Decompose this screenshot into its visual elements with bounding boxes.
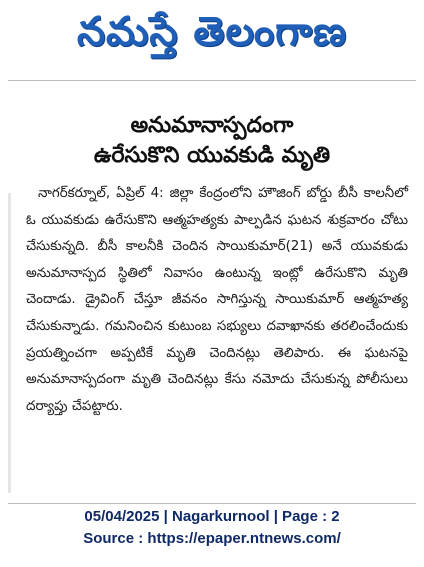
article-headline <box>8 111 416 171</box>
article-body-text: నాగర్‌కర్నూల్‌, ఏప్రిల్‌ 4: జిల్లా కేంద్రంలోని హౌజింగ్‌ బోర్డు బీసీ కాలనీలో ఓ యువకుడు ఉరేసుకొని ఆత్మహత్యకు పాల్పడిన ఘటన శుక్రవారం చోటు చేసుకున్నది. బీసీ కాలనీకి చెందిన సాయికుమార్‌(21) అనే యువకుడు అనుమానాస్పద స్థితిలో నివాసం ఉంటున్న ఇంట్లో ఉరేసుకొని మృతి చెందాడు. డ్రైవింగ్‌ చేస్తూ జీవనం సాగిస్తున్న సాయికుమార్‌ ఆత్మహత్య చేసుకున్నాడు. గమనించిన కుటుంబ సభ్యులు దవాఖానకు తరలించేందుకు ప్రయత్నించగా అప్పటికే మృతి చెందినట్లు తెలిపారు. ఈ ఘటనపై అనుమానాస్పదంగా మృతి చెందినట్లు కేసు నమోదు చేసుకున్న పోలీసులు దర్యాప్తు చేపట్టారు. <box>26 186 408 414</box>
newspaper-masthead <box>10 6 414 68</box>
footer-date-edition: 05/04/2025 | Nagarkurnool | Page : 2 <box>84 508 340 525</box>
column-divider <box>8 193 11 493</box>
headline-line-2: ఉరేసుకొని యువకుడి మృతి <box>93 143 331 168</box>
footer-source-link[interactable]: Source : https://epaper.ntnews.com/ <box>83 530 341 547</box>
masthead-title: నమస్తే తెలంగాణ <box>76 9 348 55</box>
article-body <box>26 181 408 420</box>
article-clip <box>8 80 416 504</box>
headline-line-1: అనుమానాస్పదంగా <box>130 113 294 138</box>
source-footer <box>0 506 424 550</box>
